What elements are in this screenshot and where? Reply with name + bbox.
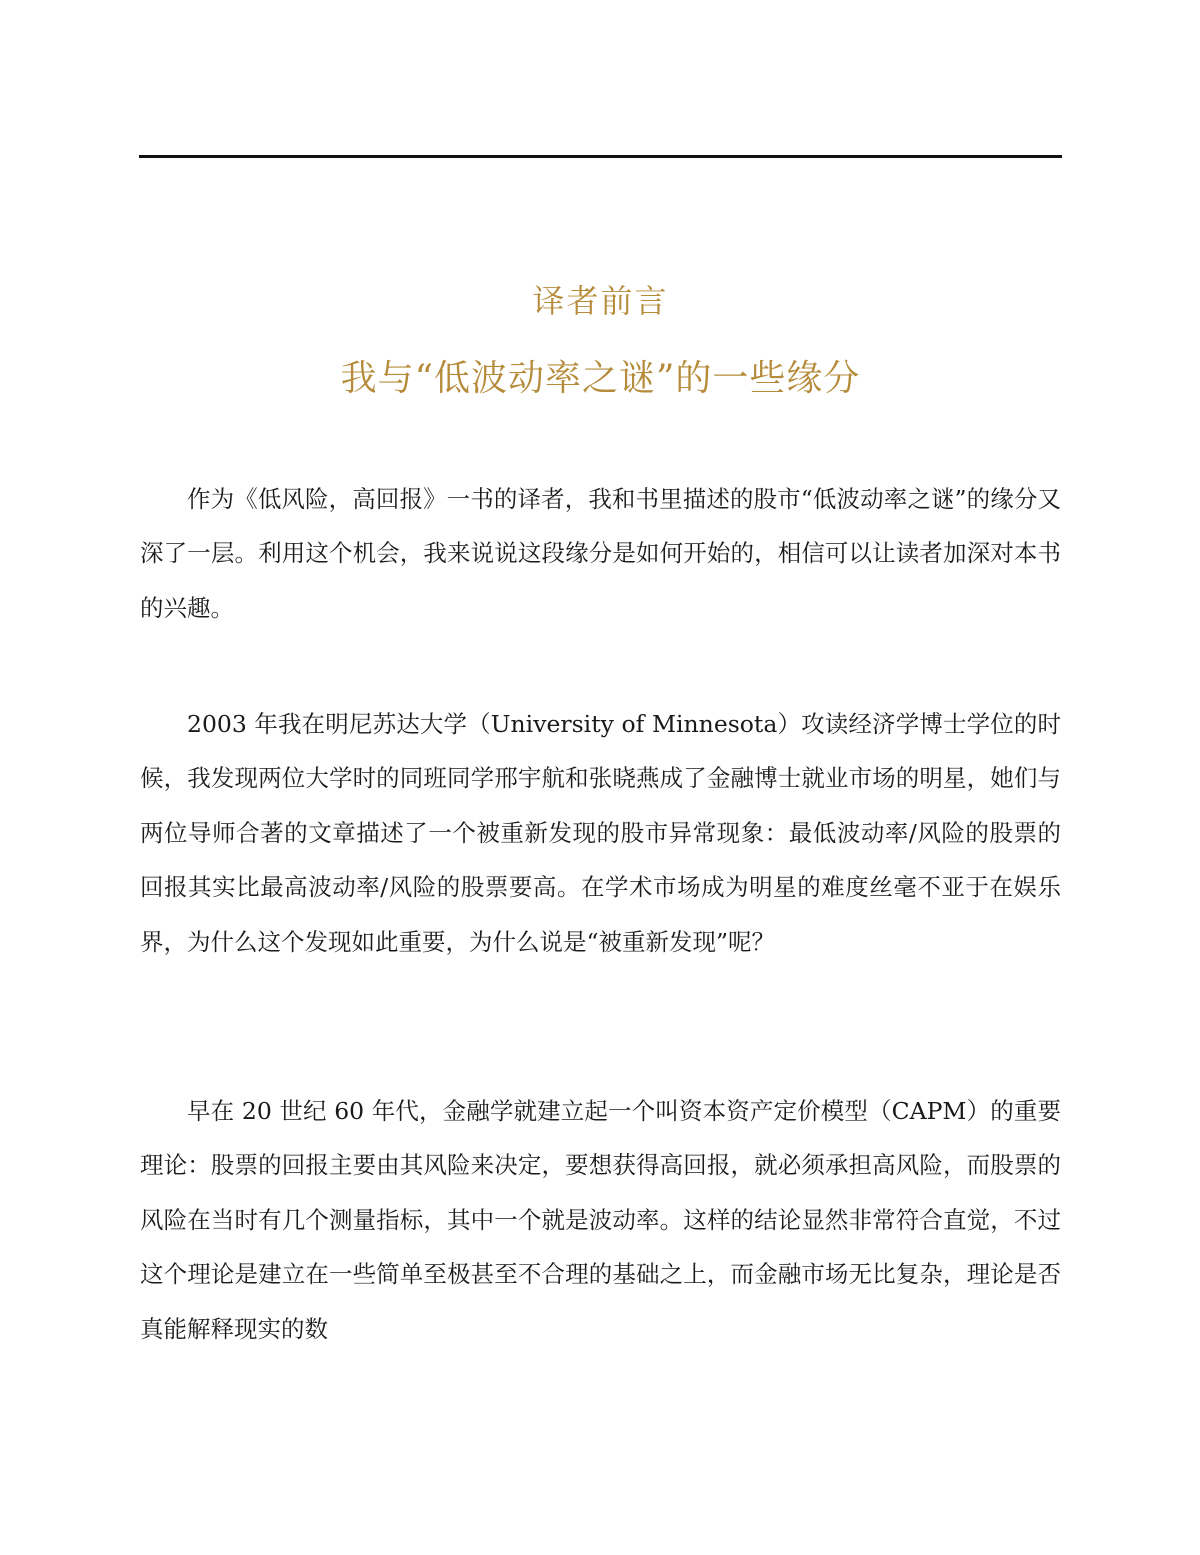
- body-paragraph-2: 2003 年我在明尼苏达大学（University of Minnesota）攻读经济学博士学位的时候，我发现两位大学时的同班同学邢宇航和张晓燕成了金融博士就业市场的明星，她们与两位导师合著的文章描述了一个被重新发现的股市异常现象：最低波动率/风险的股票的回报其实比最高波动率/风险的股票要高。在学术市场成为明星的难度丝毫不亚于在娱乐界，为什么这个发现如此重要，为什么说是“被重新发现”呢？: [140, 710, 1061, 956]
- section-label: 译者前言: [532, 282, 669, 320]
- body-paragraph-1: 作为《低风险，高回报》一书的译者，我和书里描述的股市“低波动率之谜”的缘分又深了一层。利用这个机会，我来说说这段缘分是如何开始的，相信可以让读者加深对本书的兴趣。: [140, 485, 1061, 622]
- page-title: 我与“低波动率之谜”的一些缘分: [340, 358, 861, 399]
- top-divider-rule: [139, 155, 1062, 158]
- body-paragraph-3: 早在 20 世纪 60 年代，金融学就建立起一个叫资本资产定价模型（CAPM）的重要理论：股票的回报主要由其风险来决定，要想获得高回报，就必须承担高风险，而股票的风险在当时有几个测量指标，其中一个就是波动率。这样的结论显然非常符合直觉，不过这个理论是建立在一些简单至极甚至不合理的基础之上，而金融市场无比复杂，理论是否真能解释现实的数: [140, 1097, 1061, 1343]
